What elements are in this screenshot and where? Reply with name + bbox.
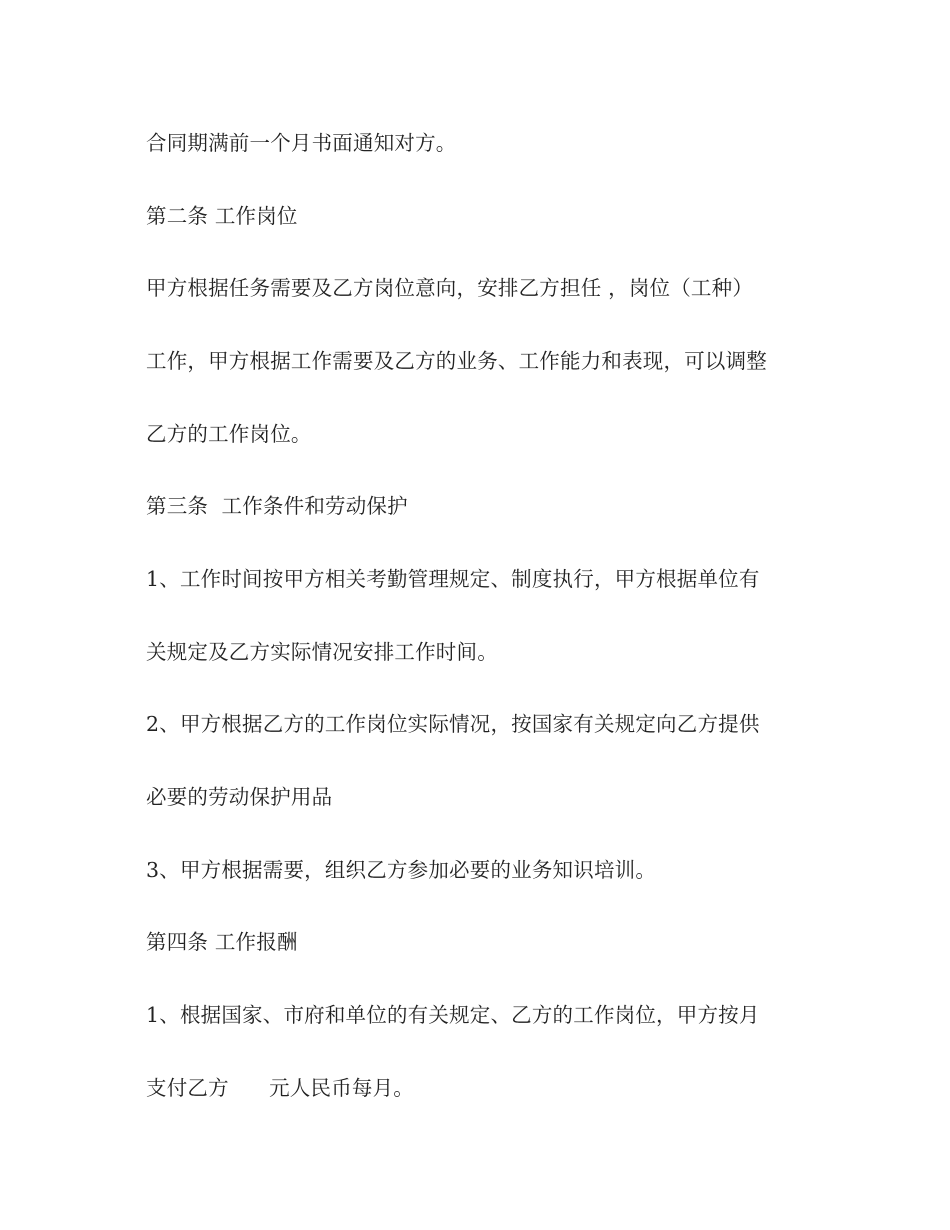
text-line: 工作，甲方根据工作需要及乙方的业务、工作能力和表现，可以调整	[146, 349, 767, 373]
text-line: 必要的劳动保护用品	[146, 785, 333, 809]
section-heading-article-2: 第二条 工作岗位	[146, 204, 298, 228]
text-line: 3、甲方根据需要，组织乙方参加必要的业务知识培训。	[146, 858, 657, 882]
text-line: 甲方根据任务需要及乙方岗位意向，安排乙方担任 ，岗位（工种）	[146, 276, 754, 300]
section-heading-article-3: 第三条 工作条件和劳动保护	[146, 494, 408, 518]
section-heading-article-4: 第四条 工作报酬	[146, 930, 298, 954]
text-line: 关规定及乙方实际情况安排工作时间。	[146, 640, 498, 664]
text-line: 支付乙方 元人民币每月。	[146, 1076, 414, 1100]
text-line: 2、甲方根据乙方的工作岗位实际情况，按国家有关规定向乙方提供	[146, 712, 760, 736]
text-line: 乙方的工作岗位。	[146, 422, 312, 446]
text-line: 1、根据国家、市府和单位的有关规定、乙方的工作岗位，甲方按月	[146, 1003, 760, 1027]
text-line: 1、工作时间按甲方相关考勤管理规定、制度执行，甲方根据单位有	[146, 567, 760, 591]
text-line: 合同期满前一个月书面通知对方。	[146, 131, 457, 155]
